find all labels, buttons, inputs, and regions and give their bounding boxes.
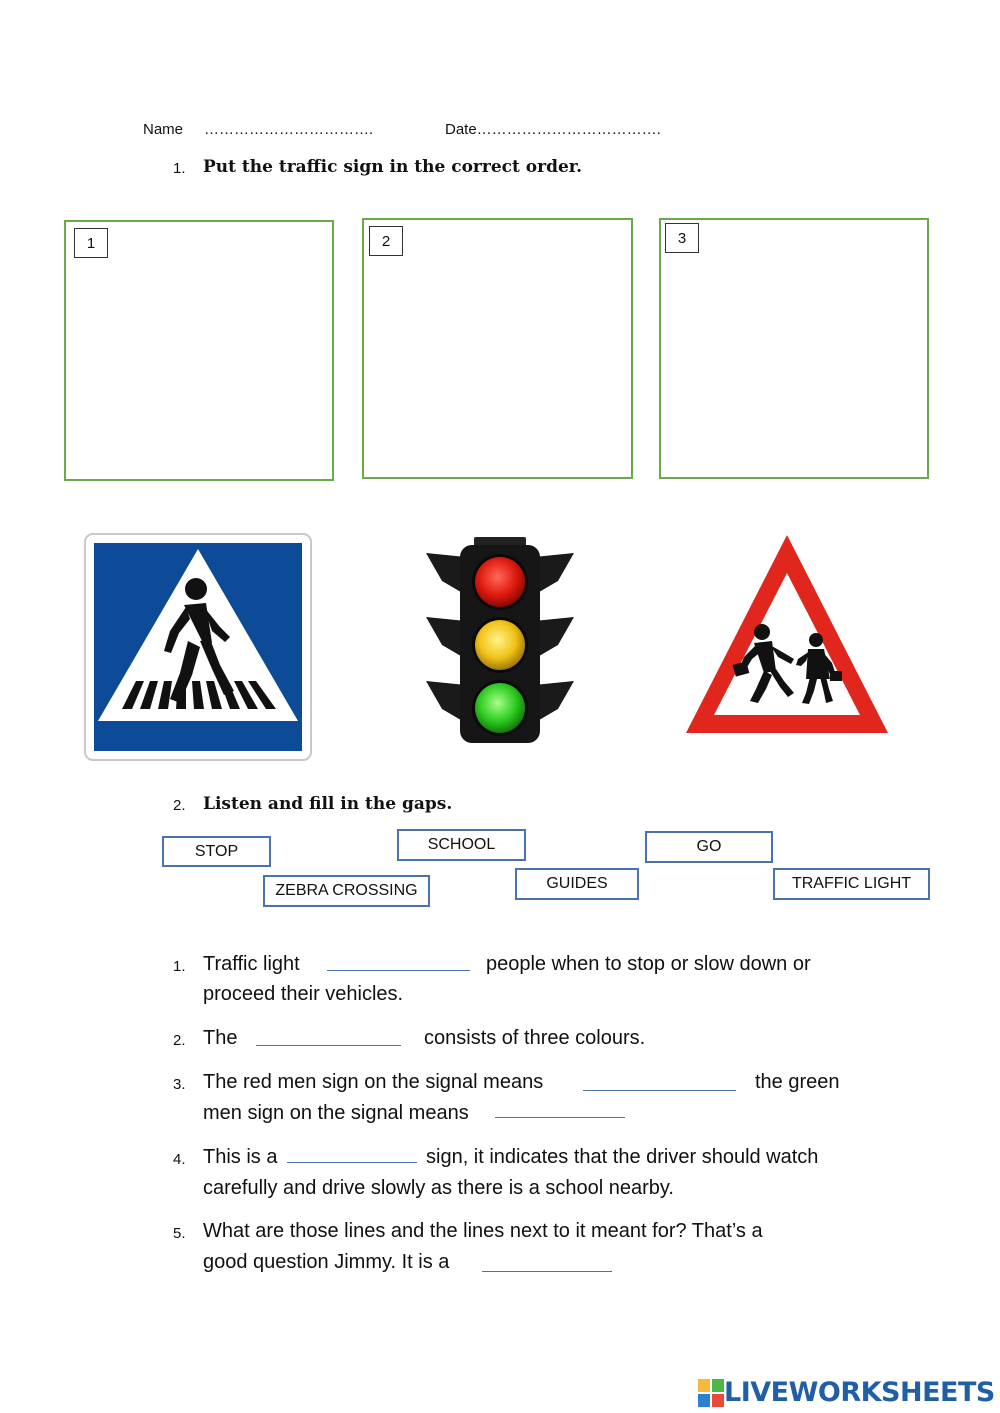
gap-4[interactable] xyxy=(495,1117,625,1118)
sentence-1-number: 1. xyxy=(173,958,186,975)
question-1-title: Put the traffic sign in the correct order. xyxy=(203,157,583,177)
word-guides[interactable]: GUIDES xyxy=(515,868,639,900)
sentence-3-text: The red men sign on the signal means xyxy=(203,1071,544,1093)
sentence-4-text: carefully and drive slowly as there is a school nearby. xyxy=(203,1177,674,1199)
liveworksheets-logo-text: LIVEWORKSHEETS xyxy=(724,1377,995,1408)
sentence-1-text: proceed their vehicles. xyxy=(203,983,404,1005)
frame-number-2: 2 xyxy=(369,226,403,256)
question-2-number: 2. xyxy=(173,797,186,814)
sentence-3-number: 3. xyxy=(173,1076,186,1093)
gap-6[interactable] xyxy=(482,1271,612,1272)
answer-frame-1[interactable] xyxy=(64,220,334,481)
sentence-4-text: This is a xyxy=(203,1146,278,1168)
date-label[interactable]: Date………………………………. xyxy=(445,121,661,138)
sentence-5-text: good question Jimmy. It is a xyxy=(203,1251,450,1273)
sentence-2-number: 2. xyxy=(173,1032,186,1049)
word-traffic-light[interactable]: TRAFFIC LIGHT xyxy=(773,868,930,900)
sentence-3-text: men sign on the signal means xyxy=(203,1102,469,1124)
liveworksheets-logo[interactable] xyxy=(698,1377,995,1408)
pedestrian-crossing-sign-icon[interactable] xyxy=(84,533,312,761)
question-2-title: Listen and fill in the gaps. xyxy=(203,794,453,814)
gap-5[interactable] xyxy=(287,1162,417,1163)
traffic-light-icon[interactable] xyxy=(424,537,576,747)
sentence-2-text: The xyxy=(203,1027,238,1049)
sentence-2-text: consists of three colours. xyxy=(424,1027,646,1049)
question-1-number: 1. xyxy=(173,160,186,177)
sentence-5-number: 5. xyxy=(173,1225,186,1242)
gap-1[interactable] xyxy=(327,970,470,971)
sentence-3-text: the green xyxy=(755,1071,840,1093)
school-children-warning-sign-icon[interactable] xyxy=(684,533,890,739)
word-zebra-crossing[interactable]: ZEBRA CROSSING xyxy=(263,875,430,907)
gap-2[interactable] xyxy=(256,1045,401,1046)
sentence-5-text: What are those lines and the lines next to it meant for? That’s a xyxy=(203,1220,763,1242)
word-go[interactable]: GO xyxy=(645,831,773,863)
liveworksheets-logo-icon xyxy=(698,1379,724,1407)
word-school[interactable]: SCHOOL xyxy=(397,829,526,861)
word-stop[interactable]: STOP xyxy=(162,836,271,867)
frame-number-1: 1 xyxy=(74,228,108,258)
answer-frame-2[interactable] xyxy=(362,218,633,479)
name-label: Name xyxy=(143,121,184,138)
sentence-4-number: 4. xyxy=(173,1151,186,1168)
sentence-1-text: people when to stop or slow down or xyxy=(486,953,811,975)
name-field[interactable]: ……………………………. xyxy=(204,121,374,138)
frame-number-3: 3 xyxy=(665,223,699,253)
sentence-1-text: Traffic light xyxy=(203,953,300,975)
answer-frame-3[interactable] xyxy=(659,218,929,479)
gap-3[interactable] xyxy=(583,1090,736,1091)
sentence-4-text: sign, it indicates that the driver should watch xyxy=(426,1146,819,1168)
